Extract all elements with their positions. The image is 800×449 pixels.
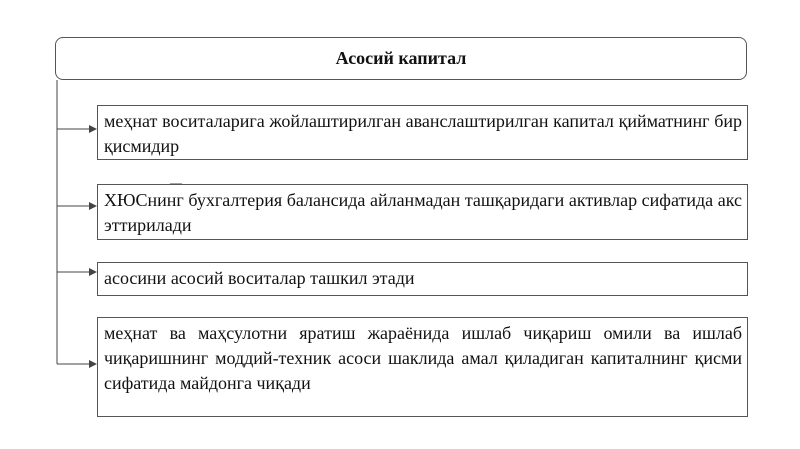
item-text-3: асосини асосий воситалар ташкил этади <box>104 268 415 288</box>
item-box-4 <box>97 317 748 417</box>
item-box-1 <box>97 105 748 160</box>
item-text-1: меҳнат воситаларига жойлаштирилган аванслаштирилган капитал қийматнинг бир қисмидир <box>104 111 742 156</box>
diagram-title-box <box>55 37 747 80</box>
item-box-2 <box>97 184 748 240</box>
item-box-3 <box>97 262 748 296</box>
item-text-2: ХЮСнинг бухгалтерия балансида айланмадан ташқаридаги активлар сифатида акс эттирилади <box>104 190 742 235</box>
item-text-4: меҳнат ва маҳсулотни яратиш жараёнида ишлаб чиқариш омили ва ишлаб чиқаришнинг моддий-техник асоси шаклида амал қиладиган капиталнинг қисми сифатида майдонга чиқади <box>104 323 742 393</box>
diagram-title: Асосий капитал <box>335 48 467 68</box>
